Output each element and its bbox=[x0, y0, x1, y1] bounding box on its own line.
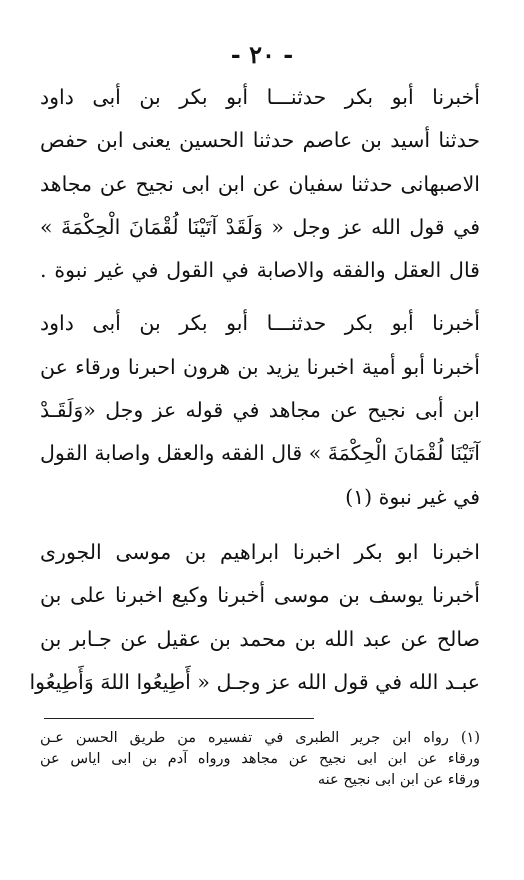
paragraph-3 bbox=[29, 531, 480, 704]
body-text bbox=[29, 76, 480, 704]
footnote-line: ورقاء عن ابن ابى نجيح عنه bbox=[317, 772, 480, 788]
text-line: أخبرنا أبو أمية اخبرنا يزيد بن هرون احبرنا ورقاء عن bbox=[40, 354, 480, 379]
text-line: الاصبهانى حدثنا سفيان عن ابن ابى نجيح عن مجاهد bbox=[40, 171, 480, 196]
text-line: في غير نبوة (١) bbox=[345, 484, 480, 509]
footnote-line: (١) رواه ابن جرير الطبرى في تفسيره من طريق الحسن عـن bbox=[40, 730, 480, 746]
text-line: أخبرنا أبو بكر حدثنـــا أبو بكر بن أبى داود bbox=[40, 311, 480, 336]
text-line: صالح عن عبد الله بن محمد بن عقيل عن جـابر بن bbox=[40, 626, 480, 651]
footnote bbox=[40, 728, 480, 791]
text-line: في قول الله عز وجل « وَلَقَدْ آتَيْنَا لُقْمَانَ الْحِكْمَةَ » bbox=[40, 214, 480, 239]
text-line: عبـد الله في قول الله عز وجـل « أَطِيعُوا اللهَ وَأَطِيعُوا bbox=[29, 669, 480, 694]
text-line: اخبرنا ابو بكر اخبرنا ابراهيم بن موسى الجورى bbox=[40, 539, 480, 564]
paragraph-2 bbox=[40, 302, 480, 518]
text-line: حدثنا أسيد بن عاصم حدثنا الحسين يعنى ابن حفص bbox=[40, 128, 480, 153]
text-line: ابن أبى نجيح عن مجاهد في قوله عز وجل «وَلَقَـدْ bbox=[40, 398, 480, 423]
footnote-divider bbox=[44, 718, 314, 719]
text-line: أخبرنا يوسف بن موسى أخبرنا وكيع اخبرنا على بن bbox=[40, 583, 480, 608]
text-line: أخبرنا أبو بكر حدثنـــا أبو بكر بن أبى داود bbox=[40, 85, 480, 109]
footnote-line: ورقاء عن ابن ابى نجيح عن مجاهد ورواه آدم بن ابى اياس عن bbox=[40, 751, 480, 767]
page-number: - ٢٠ - bbox=[230, 40, 294, 69]
text-line: قال العقل والفقه والاصابة في القول في غير نبوة . bbox=[40, 258, 480, 283]
paragraph-1 bbox=[40, 76, 480, 292]
text-line: آتَيْنَا لُقْمَانَ الْحِكْمَةَ » قال الفقه والعقل واصابة القول bbox=[40, 441, 480, 466]
